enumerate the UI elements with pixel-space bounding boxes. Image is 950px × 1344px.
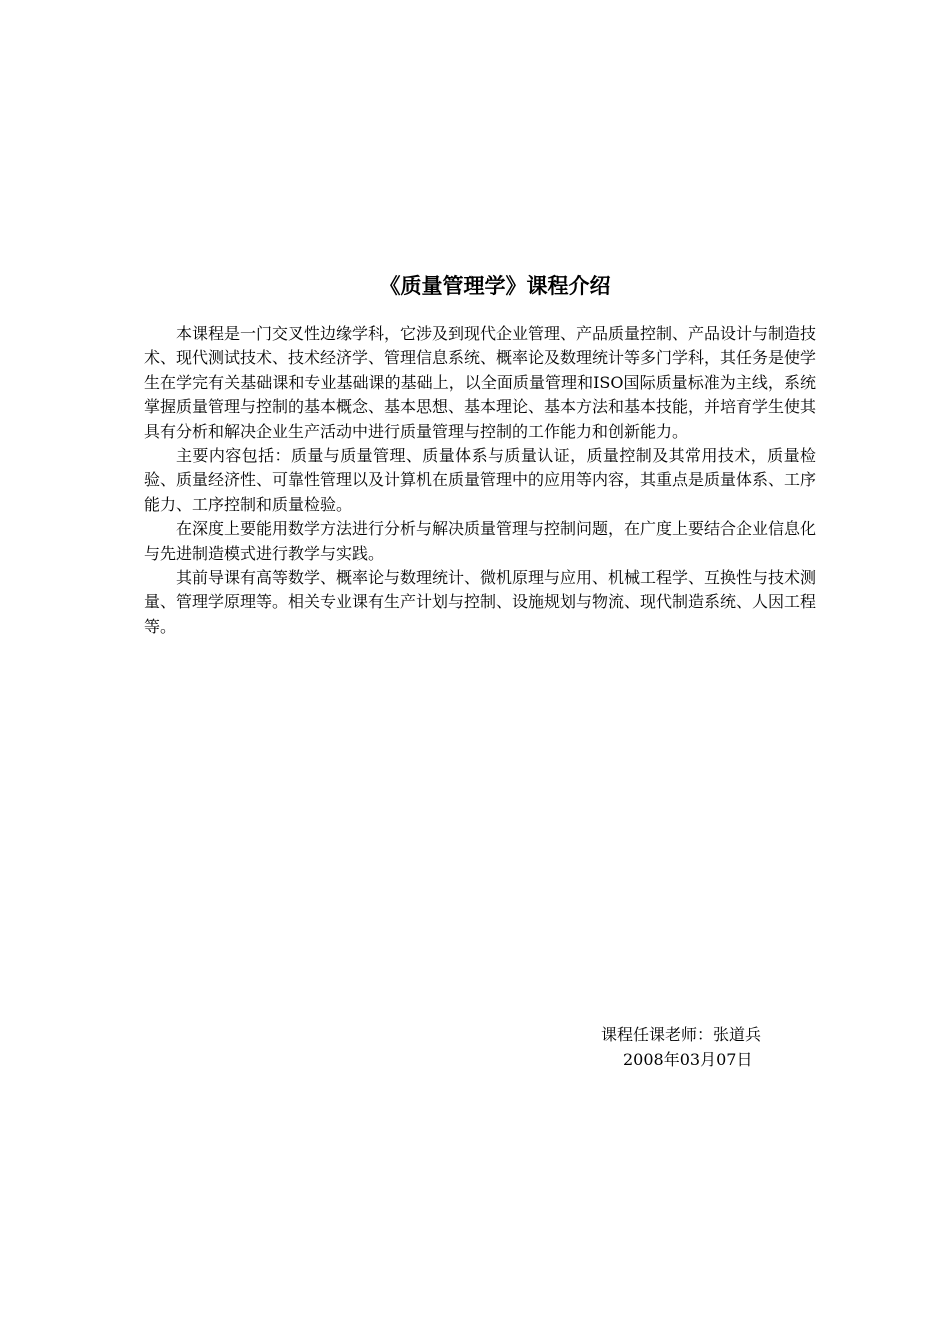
paragraph-intro: 本课程是一门交叉性边缘学科，它涉及到现代企业管理、产品质量控制、产品设计与制造技术、现代测试技术、技术经济学、管理信息系统、概率论及数理统计等多门学科，其任务是使学生在学完有关基础课和专业基础课的基础上，以全面质量管理和ISO国际质量标准为主线，系统掌握质量管理与控制的基本概念、基本思想、基本理论、基本方法和基本技能，并培育学生使其具有分析和解决企业生产活动中进行质量管理与控制的工作能力和创新能力。: [144, 324, 817, 441]
document-body: [144, 322, 816, 639]
signature-teacher: 课程任课老师：张道兵: [601, 1025, 762, 1044]
document-title: 《质量管理学》课程介绍: [379, 274, 611, 298]
paragraph-main-content: 主要内容包括：质量与质量管理、质量体系与质量认证，质量控制及其常用技术，质量检验、质量经济性、可靠性管理以及计算机在质量管理中的应用等内容，其重点是质量体系、工序能力、工序控制和质量检验。: [144, 446, 817, 514]
signature-date: 2008年03月07日: [623, 1050, 753, 1069]
paragraph-depth-breadth: 在深度上要能用数学方法进行分析与解决质量管理与控制问题，在广度上要结合企业信息化与先进制造模式进行教学与实践。: [144, 519, 817, 563]
signature-block: [560, 1022, 840, 1072]
paragraph-prerequisites: 其前导课有高等数学、概率论与数理统计、微机原理与应用、机械工程学、互换性与技术测量、管理学原理等。相关专业课有生产计划与控制、设施规划与物流、现代制造系统、人因工程等。: [144, 568, 817, 636]
